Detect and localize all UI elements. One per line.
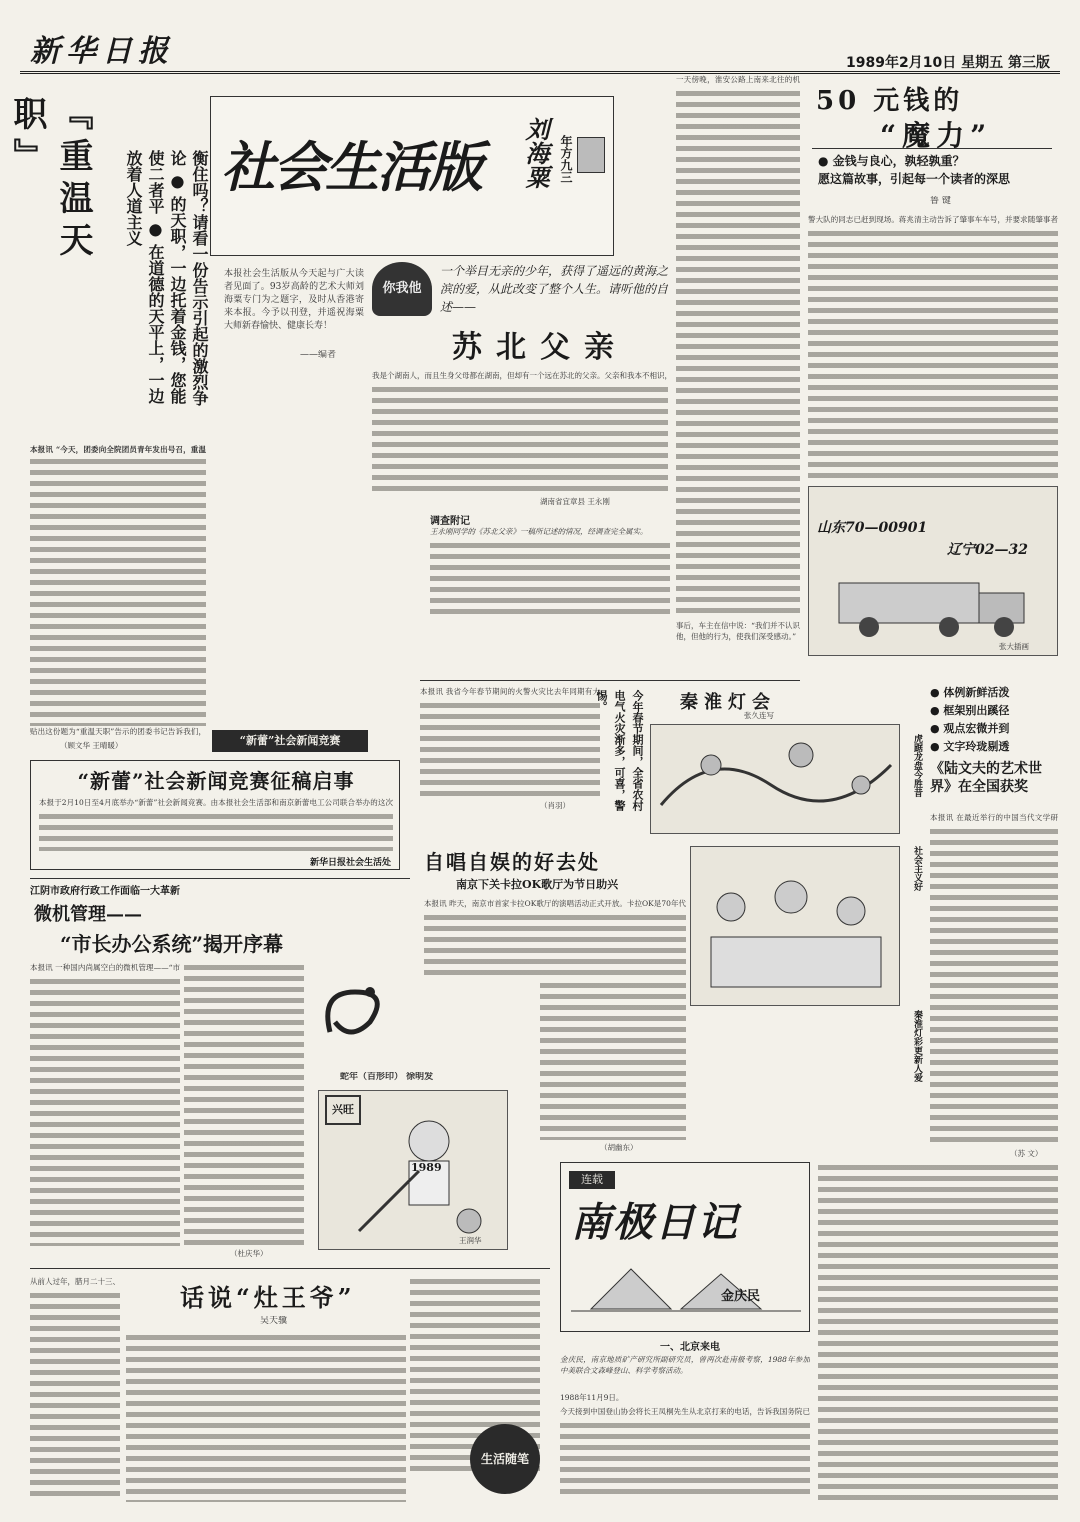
money-byline: 鲁 键 bbox=[930, 196, 951, 206]
lantern-illustration bbox=[650, 724, 900, 834]
lantern-title: 秦淮灯会 bbox=[680, 692, 776, 713]
award-item-2: ● 框架别出蹊径 bbox=[930, 704, 1010, 717]
seal-icon bbox=[577, 137, 605, 173]
snake-author: 徐明发 bbox=[406, 1072, 434, 1082]
karaoke-title: 自唱自娱的好去处 bbox=[424, 850, 600, 874]
left-body-text bbox=[30, 456, 206, 726]
computer-title-2: “市长办公系统”揭开序幕 bbox=[60, 932, 284, 956]
antarctic-intro: 金庆民，南京地质矿产研究所副研究员，曾两次赴南极考察，1988年参加中美联合文森峰登山、科学考察活动。 bbox=[560, 1355, 810, 1375]
karaoke-subtitle: 南京下关卡拉OK歌厅为节日助兴 bbox=[456, 878, 619, 891]
banner-signature: 刘海粟 bbox=[521, 117, 550, 189]
fire-sign: （肖羽） bbox=[540, 801, 570, 810]
computer-body-text bbox=[30, 976, 180, 1246]
mid-body-end: 事后，车主在信中说：“我们并不认识他，但他的行为，使我们深受感动。” bbox=[676, 621, 800, 641]
antarctic-body-lead: 今天接到中国登山协会将长王凤桐先生从北京打来的电话，告诉我国务院已 bbox=[560, 1407, 810, 1416]
antarctic-header bbox=[560, 1162, 810, 1332]
karaoke-body-text-2 bbox=[540, 980, 686, 1140]
tent-illustration bbox=[571, 1249, 801, 1319]
paper-name: 新华日报 bbox=[30, 34, 174, 69]
snake-icon bbox=[310, 962, 400, 1052]
contest-body-lead: 本报于2月10日至4月底举办“新蕾”社会新闻竞赛。由本报社会生活部和南京新蕾电工公司联合举办的这次 bbox=[39, 798, 393, 807]
masthead bbox=[20, 22, 1060, 74]
zaowang-body-text-1 bbox=[30, 1290, 120, 1500]
fire-body-text bbox=[420, 700, 600, 798]
contest-badge: “新蕾”社会新闻竞赛 bbox=[212, 730, 368, 752]
money-title-2: “魔力” bbox=[880, 119, 993, 152]
illus-sign: 张大插画 bbox=[999, 642, 1029, 651]
zaowang-title: 话说“灶王爷” bbox=[180, 1283, 356, 1312]
story-note-lead: 王永刚同学的《苏北父亲》一稿所记述的情况，经调查完全属实。 bbox=[430, 527, 648, 536]
antarctic-author: 金庆民 bbox=[721, 1289, 761, 1304]
truck-drawing bbox=[829, 563, 1039, 643]
banner-title: 社会生活版 bbox=[221, 135, 481, 199]
antarctic-body-text bbox=[560, 1420, 810, 1500]
sweeping-figure-drawing bbox=[339, 1111, 499, 1241]
left-headline: 『重温天职』 bbox=[7, 96, 93, 264]
issue-date bbox=[846, 52, 1050, 72]
computer-kicker: 江阴市政府行政工作面临一大革新 bbox=[30, 886, 180, 897]
money-title-1: 50 元钱的 bbox=[816, 86, 964, 116]
zaowang-byline: 吴天骥 bbox=[260, 1316, 288, 1326]
computer-body-text-2 bbox=[184, 962, 304, 1246]
contest-sign: 新华日报社会生活处 bbox=[309, 858, 391, 868]
lantern-vert-3: 秦淮灯彩更新人爱 bbox=[912, 1010, 922, 1082]
banner-sig-note: 年方九三 bbox=[559, 135, 573, 183]
antarctic-body-text-2 bbox=[818, 1162, 1058, 1500]
serial-label: 连载 bbox=[569, 1171, 615, 1189]
money-body-lead: 警大队的同志已赶到现场。蒋兆清主动告诉了肇事车车号，并要求随肇事者 bbox=[808, 215, 1058, 224]
karaoke-body-lead: 本报讯 昨天，南京市首家卡拉OK歌厅的演唱活动正式开放。卡拉OK是70年代 bbox=[424, 899, 686, 908]
mid-body-text bbox=[676, 88, 800, 618]
karaoke-sign: （胡幽东） bbox=[600, 1143, 638, 1152]
award-title: 《陆文夫的艺术世界》在全国获奖 bbox=[930, 761, 1042, 795]
new-year-illustration bbox=[318, 1090, 508, 1250]
story-note-title: 调查附记 bbox=[430, 516, 470, 527]
plate-2: 辽宁02—32 bbox=[947, 542, 1028, 558]
fortune-stamp: 兴旺 bbox=[325, 1095, 361, 1125]
zaowang-body-text-2 bbox=[126, 1332, 406, 1502]
computer-sign: （杜庆华） bbox=[230, 1249, 268, 1258]
contest-notice bbox=[30, 760, 400, 870]
award-bullets bbox=[930, 684, 1060, 756]
left-body-lead: 贴出这份题为“重温天职”告示的团委书记告诉我们， bbox=[30, 727, 206, 736]
computer-title-1: 微机管理—— bbox=[34, 904, 142, 925]
crowd-drawing bbox=[691, 847, 901, 1007]
award-body-text bbox=[930, 826, 1058, 1146]
banner-intro: 本报社会生活版从今天起与广大读者见面了。93岁高龄的艺术大师刘海粟专门为之题字，及时从香港寄来本报。今予以刊登，并遥祝海粟大师新春愉快、健康长寿！ bbox=[224, 269, 364, 331]
page-number: 第三版 bbox=[1008, 55, 1050, 71]
snake-caption bbox=[340, 1072, 450, 1084]
column-badge: 生活随笔 bbox=[470, 1424, 540, 1494]
left-deck: 衡住吗？请看一份告示引起的激烈争论 ● 的天职，一边托着金钱，您能使二者平 ● 在道德的天平上，一边放着人道主义 bbox=[124, 150, 209, 406]
story-sign: 湖南省宜章县 王永刚 bbox=[540, 497, 610, 506]
money-deck-1: ● 金钱与良心，孰轻孰重？ bbox=[818, 154, 965, 168]
money-deck-2: 愿这篇故事，引起每一个读者的深思 bbox=[818, 172, 1011, 186]
award-item-4: ● 文字玲珑剔透 bbox=[930, 740, 1010, 753]
award-body-lead: 本报讯 在最近举行的中国当代文学研 bbox=[930, 813, 1058, 822]
fire-side-text: 今年春节期间，全省农村电气火灾渐多，可喜，警惕。 bbox=[595, 690, 644, 811]
antarctic-date: 1988年11月9日。 bbox=[560, 1393, 624, 1402]
award-item-3: ● 观点宏微并到 bbox=[930, 722, 1010, 735]
contest-body-text bbox=[39, 811, 393, 851]
weekday-text: 星期五 bbox=[961, 55, 1004, 71]
date-text: 1989年2月10日 bbox=[846, 55, 957, 71]
antarctic-title: 南极日记 bbox=[571, 1199, 739, 1246]
snake-caption-text: 蛇年（百形印） bbox=[340, 1072, 404, 1082]
story-body-text bbox=[372, 384, 668, 494]
story-tag: 你我他 bbox=[372, 262, 432, 316]
lantern-vert-2: 社会主义好 bbox=[912, 846, 922, 891]
story-subtitle: 一个举目无亲的少年，获得了遥远的黄海之滨的爱，从此改变了整个人生。请听他的自述—— bbox=[440, 264, 669, 314]
karaoke-illustration bbox=[690, 846, 900, 1006]
story-note-text bbox=[430, 540, 670, 618]
money-body-text bbox=[808, 228, 1058, 480]
banner-box bbox=[210, 96, 614, 256]
mid-body-lead: 一天傍晚，淮安公路上南来北往的机 bbox=[676, 75, 800, 84]
plate-1: 山东70—00901 bbox=[817, 520, 928, 536]
truck-illustration bbox=[808, 486, 1058, 656]
banner-intro-sign: ——编者 bbox=[300, 350, 337, 360]
award-sign: （苏 文） bbox=[1010, 1149, 1043, 1158]
lantern-drawing bbox=[651, 725, 901, 835]
new-year-sign: 王润华 bbox=[459, 1236, 482, 1245]
story-title: 苏北父亲 bbox=[452, 330, 628, 365]
lantern-sign: 张久连写 bbox=[744, 711, 774, 720]
computer-body-lead: 本报讯 一种国内尚属空白的微机管理——“市 bbox=[30, 963, 180, 972]
antarctic-section: 一、北京来电 bbox=[660, 1342, 720, 1353]
left-lead: 本报讯 “今天，团委向全院团员青年发出号召，重温 bbox=[30, 445, 206, 454]
lantern-vert-1: 虎踞龙盘今胜昔 bbox=[912, 734, 922, 797]
fire-body-lead: 本报讯 我省今年春节期间的火警火灾比去年同期有大 bbox=[420, 687, 600, 696]
left-sign: （顾文华 王晴暖） bbox=[60, 741, 123, 750]
contest-title: “新蕾”社会新闻竞赛征稿启事 bbox=[77, 769, 355, 793]
year-badge: 1989 bbox=[411, 1161, 442, 1174]
snake-seal bbox=[310, 962, 400, 1072]
award-item-1: ● 体例新鲜活泼 bbox=[930, 686, 1010, 699]
story-body-lead: 我是个湖南人，而且生身父母都在湖南，但却有一个远在苏北的父亲。父亲和我本不相识， bbox=[372, 371, 672, 380]
zaowang-body-lead: 从前人过年，腊月二十三、 bbox=[30, 1277, 120, 1286]
karaoke-body-text bbox=[424, 912, 686, 980]
